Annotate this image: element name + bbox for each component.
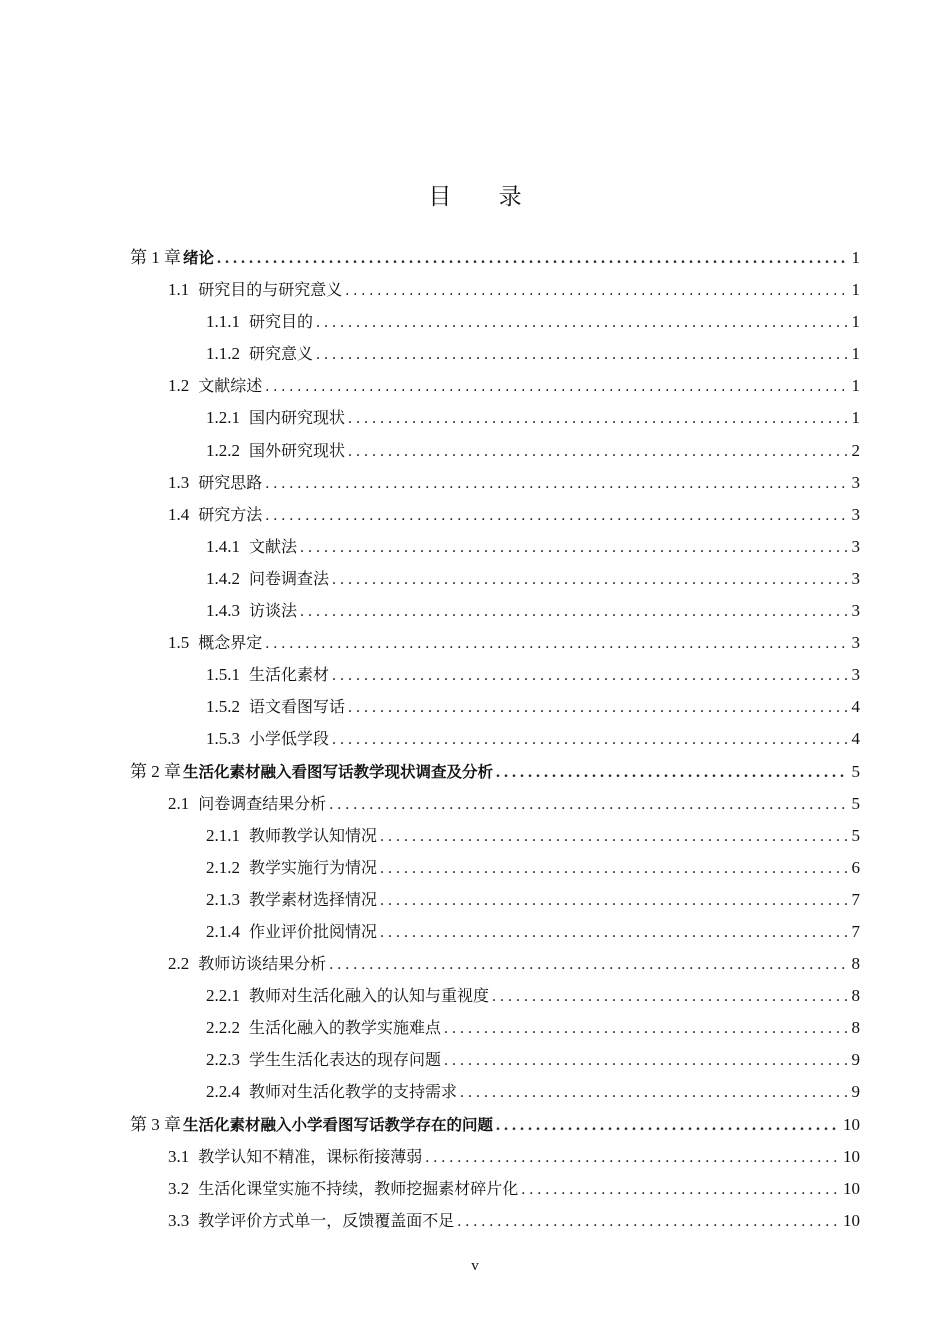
toc-entry[interactable] (130, 820, 860, 852)
toc-entry-page: 3 (851, 633, 860, 653)
toc-entry-page: 8 (851, 954, 860, 974)
toc-entry-title: 教学实施行为情况 (249, 857, 378, 877)
toc-entry-number: 第 1 章 (130, 248, 181, 267)
toc-entry-page: 5 (851, 825, 860, 845)
toc-dot-leader (265, 500, 847, 532)
toc-entry-page: 3 (851, 665, 860, 685)
toc-entry-title: 教师教学认知情况 (249, 825, 378, 845)
toc-entry-page: 6 (851, 857, 860, 877)
toc-entry[interactable] (130, 1076, 860, 1108)
toc-dot-leader (348, 692, 847, 724)
toc-dot-leader (496, 757, 847, 789)
toc-entry-page: 1 (851, 408, 860, 428)
toc-entry-title: 国外研究现状 (249, 440, 346, 460)
toc-entry[interactable] (130, 1044, 860, 1076)
toc-entry-title: 教师对生活化教学的支持需求 (249, 1082, 458, 1102)
toc-entry[interactable] (130, 627, 860, 659)
toc-entry-page: 3 (851, 601, 860, 621)
toc-entry-number: 2.2.2 (206, 1018, 240, 1038)
toc-entry-number: 2.1.3 (206, 889, 240, 909)
toc-entry-number: 1.4.1 (206, 536, 240, 556)
toc-entry-number: 1.2.2 (206, 440, 240, 460)
toc-entry-title: 教师对生活化融入的认知与重视度 (249, 986, 490, 1006)
toc-entry-title: 小学低学段 (249, 729, 330, 749)
toc-entry[interactable] (130, 370, 860, 402)
toc-entry-number: 2.1 (168, 793, 190, 813)
toc-entry-title: 教学评价方式单一，反馈覆盖面不足 (198, 1210, 455, 1230)
toc-dot-leader (492, 981, 847, 1013)
toc-entry-title: 国内研究现状 (249, 408, 346, 428)
toc-entry-number: 2.2.3 (206, 1050, 240, 1070)
toc-entry-title: 概念界定 (198, 633, 263, 653)
toc-entry-title: 生活化素材 (249, 665, 330, 685)
toc-entry-title: 生活化融入的教学实施难点 (249, 1018, 442, 1038)
toc-entry-title: 语文看图写话 (249, 697, 346, 717)
toc-entry-page: 9 (851, 1050, 860, 1070)
toc-entry-title: 访谈法 (249, 601, 298, 621)
toc-entry[interactable] (130, 338, 860, 370)
toc-entry[interactable] (130, 1012, 860, 1044)
toc-dot-leader (316, 307, 847, 339)
toc-dot-leader (380, 821, 847, 853)
toc-entry[interactable] (130, 435, 860, 467)
toc-entry[interactable] (130, 788, 860, 820)
toc-entry[interactable] (130, 756, 860, 788)
toc-entry[interactable] (130, 852, 860, 884)
toc-entry[interactable] (130, 467, 860, 499)
toc-entry-page: 5 (851, 793, 860, 813)
toc-entry-page: 3 (851, 536, 860, 556)
toc-entry-page: 1 (851, 248, 860, 267)
toc-entry-page: 10 (843, 1210, 860, 1230)
toc-entry[interactable] (130, 916, 860, 948)
toc-entry-number: 1.1.1 (206, 312, 240, 332)
toc-entry[interactable] (130, 242, 860, 274)
toc-entry-number: 1.5.3 (206, 729, 240, 749)
toc-entry-page: 3 (851, 568, 860, 588)
toc-entry-page: 8 (851, 1018, 860, 1038)
toc-dot-leader (457, 1206, 840, 1238)
toc-dot-leader (265, 468, 847, 500)
toc-entry-number: 2.1.4 (206, 921, 240, 941)
toc-entry-page: 5 (851, 761, 860, 781)
toc-entry-number: 2.1.2 (206, 857, 240, 877)
toc-entry-title: 问卷调查法 (249, 568, 330, 588)
toc-entry[interactable] (130, 1173, 860, 1205)
toc-entry-title: 生活化素材融入看图写话教学现状调查及分析 (183, 762, 494, 781)
toc-entry-title: 研究目的与研究意义 (198, 280, 343, 300)
toc-dot-leader (380, 917, 847, 949)
toc-dot-leader (444, 1013, 847, 1045)
table-of-contents (130, 242, 860, 1237)
toc-dot-leader (217, 243, 847, 275)
toc-dot-leader (316, 339, 847, 371)
toc-entry-title: 研究方法 (198, 504, 263, 524)
toc-entry[interactable] (130, 723, 860, 755)
toc-dot-leader (425, 1142, 840, 1174)
toc-entry-number: 1.1.2 (206, 344, 240, 364)
toc-entry-number: 3.1 (168, 1146, 190, 1166)
toc-entry[interactable] (130, 402, 860, 434)
toc-entry[interactable] (130, 306, 860, 338)
toc-entry-page: 7 (851, 921, 860, 941)
toc-entry-number: 1.4.3 (206, 601, 240, 621)
toc-entry[interactable] (130, 1205, 860, 1237)
toc-entry-page: 9 (851, 1082, 860, 1102)
page-title: 目 录 (428, 184, 542, 210)
toc-entry-title: 研究意义 (249, 344, 314, 364)
toc-entry-title: 生活化素材融入小学看图写话教学存在的问题 (183, 1115, 494, 1134)
toc-dot-leader (380, 885, 847, 917)
toc-entry-title: 问卷调查结果分析 (198, 793, 327, 813)
toc-entry-page: 3 (851, 472, 860, 492)
toc-dot-leader (460, 1077, 847, 1109)
toc-entry-number: 2.2 (168, 954, 190, 974)
toc-entry-number: 1.5 (168, 633, 190, 653)
toc-entry-number: 1.3 (168, 472, 190, 492)
toc-entry-number: 2.1.1 (206, 825, 240, 845)
toc-dot-leader (348, 403, 847, 435)
toc-dot-leader (265, 628, 847, 660)
toc-entry-number: 1.4 (168, 504, 190, 524)
toc-entry-number: 第 2 章 (130, 761, 181, 781)
toc-dot-leader (300, 596, 847, 628)
toc-dot-leader (345, 275, 847, 307)
toc-entry-number: 1.5.2 (206, 697, 240, 717)
toc-entry-number: 1.2 (168, 376, 190, 396)
toc-dot-leader (348, 436, 847, 468)
toc-dot-leader (332, 564, 847, 596)
toc-entry-page: 1 (851, 312, 860, 332)
toc-entry[interactable] (130, 691, 860, 723)
toc-entry-page: 1 (851, 376, 860, 396)
toc-entry-number: 1.1 (168, 280, 190, 300)
toc-entry-title: 研究思路 (198, 472, 263, 492)
toc-entry-number: 2.2.1 (206, 986, 240, 1006)
page-number: v (471, 1258, 479, 1274)
toc-entry-page: 10 (843, 1178, 860, 1198)
toc-entry-page: 1 (851, 280, 860, 300)
toc-entry-page: 8 (851, 986, 860, 1006)
toc-entry-number: 3.3 (168, 1210, 190, 1230)
toc-entry-number: 1.5.1 (206, 665, 240, 685)
toc-entry-number: 1.4.2 (206, 568, 240, 588)
toc-entry-number: 第 3 章 (130, 1114, 181, 1134)
toc-entry-title: 文献法 (249, 536, 298, 556)
toc-dot-leader (380, 853, 847, 885)
toc-entry-title: 教师访谈结果分析 (198, 954, 327, 974)
toc-entry[interactable] (130, 595, 860, 627)
toc-entry-page: 10 (843, 1114, 860, 1134)
toc-entry[interactable] (130, 980, 860, 1012)
toc-entry[interactable] (130, 884, 860, 916)
toc-dot-leader (329, 789, 847, 821)
toc-dot-leader (496, 1110, 840, 1142)
toc-entry-title: 学生生活化表达的现存问题 (249, 1050, 442, 1070)
toc-entry-page: 1 (851, 344, 860, 364)
toc-entry-page: 7 (851, 889, 860, 909)
toc-entry-title: 研究目的 (249, 312, 314, 332)
toc-entry[interactable] (130, 531, 860, 563)
toc-entry[interactable] (130, 1141, 860, 1173)
toc-entry-number: 2.2.4 (206, 1082, 240, 1102)
toc-entry[interactable] (130, 563, 860, 595)
toc-entry[interactable] (130, 274, 860, 306)
toc-entry-title: 作业评价批阅情况 (249, 921, 378, 941)
toc-entry[interactable] (130, 499, 860, 531)
toc-dot-leader (332, 724, 847, 756)
toc-entry-number: 3.2 (168, 1178, 190, 1198)
toc-entry-title: 绪论 (183, 249, 215, 267)
toc-dot-leader (300, 532, 847, 564)
toc-entry-page: 3 (851, 504, 860, 524)
toc-entry-title: 教学认知不精准，课标衔接薄弱 (198, 1146, 423, 1166)
toc-entry[interactable] (130, 659, 860, 691)
toc-dot-leader (521, 1174, 840, 1206)
toc-entry-title: 教学素材选择情况 (249, 889, 378, 909)
toc-dot-leader (332, 660, 847, 692)
toc-entry-title: 生活化课堂实施不持续，教师挖掘素材碎片化 (198, 1178, 519, 1198)
toc-entry[interactable] (130, 948, 860, 980)
toc-entry[interactable] (130, 1109, 860, 1141)
toc-entry-page: 2 (851, 440, 860, 460)
toc-entry-page: 4 (851, 729, 860, 749)
toc-dot-leader (329, 949, 847, 981)
toc-dot-leader (444, 1045, 847, 1077)
toc-entry-page: 10 (843, 1146, 860, 1166)
toc-dot-leader (265, 371, 847, 403)
toc-entry-page: 4 (851, 697, 860, 717)
toc-entry-title: 文献综述 (198, 376, 263, 396)
toc-entry-number: 1.2.1 (206, 408, 240, 428)
